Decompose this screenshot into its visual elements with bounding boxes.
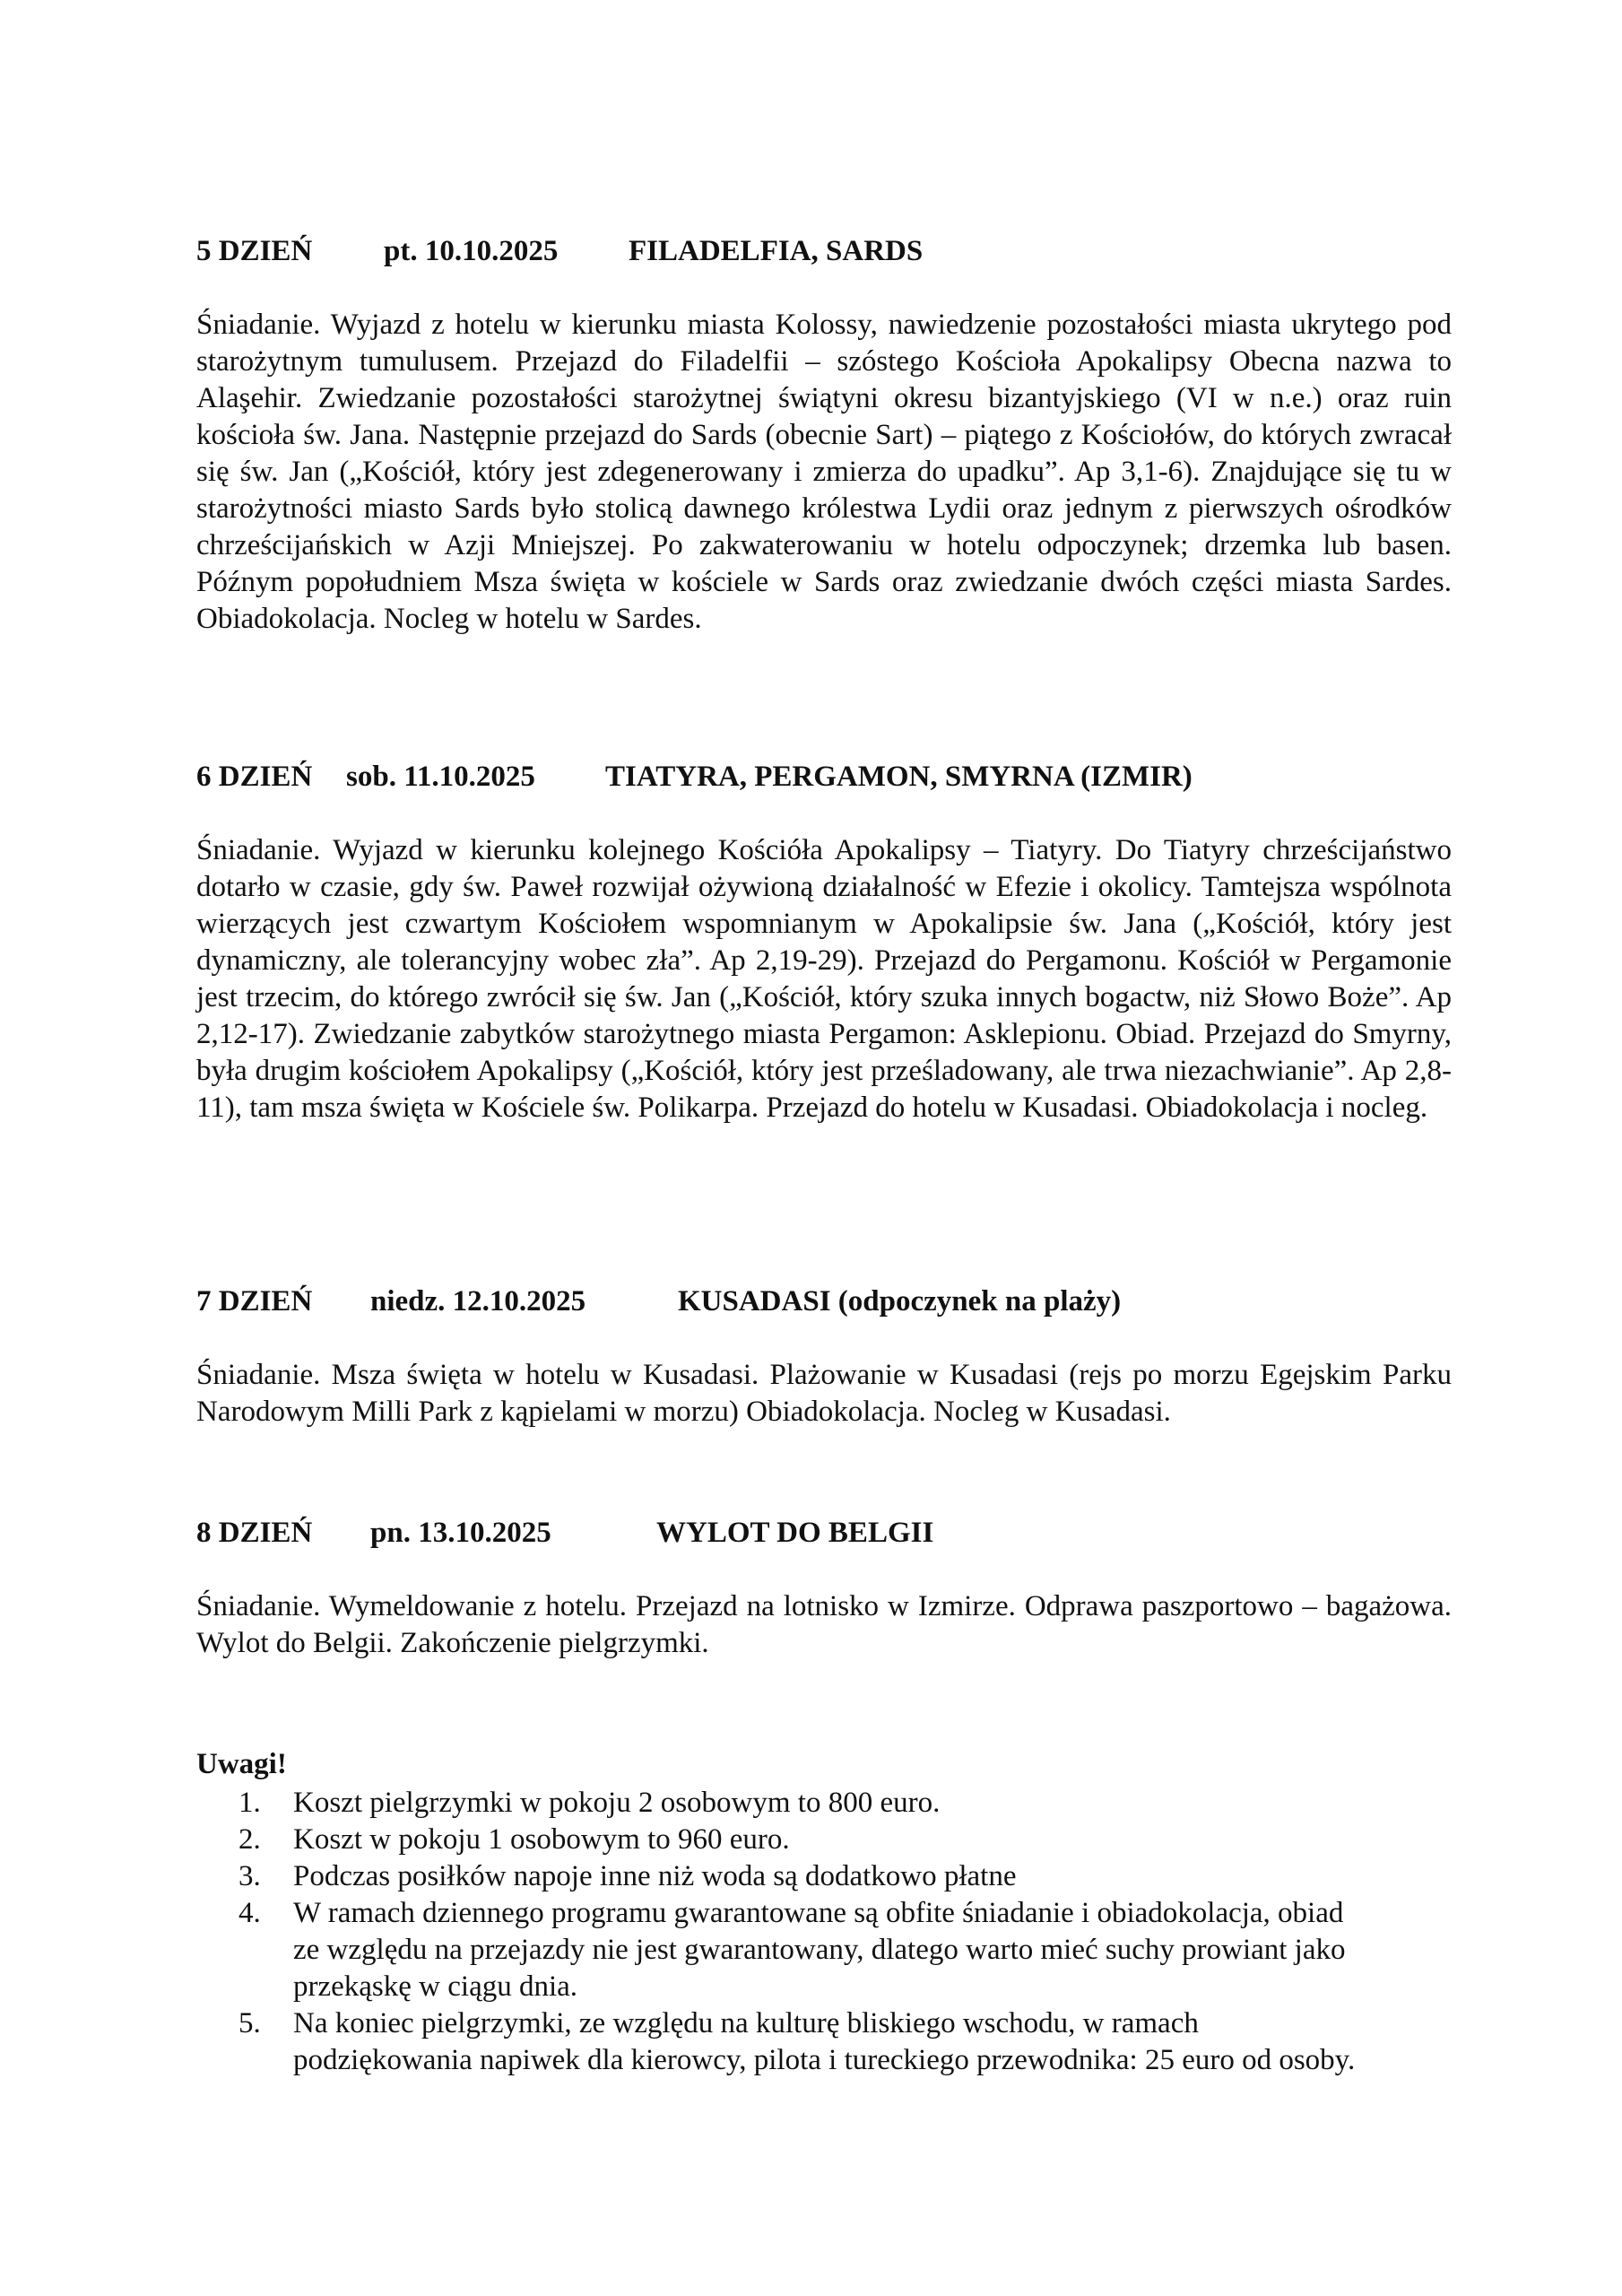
day-7-section	[196, 1282, 1452, 1431]
list-item	[196, 1822, 1369, 1858]
day-7-date: niedz. 12.10.2025	[370, 1285, 586, 1318]
day-8-title: WYLOT DO BELGII	[656, 1517, 934, 1549]
list-item-number: 5.	[239, 2007, 261, 2039]
day-5-date: pt. 10.10.2025	[384, 235, 559, 267]
day-6-header	[196, 757, 1452, 796]
list-item-text: W ramach dziennego programu gwarantowane są obfite śniadanie i obiadokolacja, obiad ze względu na przejazdy nie jest gwarantowany, dlatego warto mieć suchy prowiant jako przekąskę w ciągu dnia.	[293, 1897, 1346, 2003]
day-5-section	[196, 231, 1452, 638]
day-8-description	[196, 1588, 1452, 1662]
day-7-header	[196, 1282, 1452, 1321]
notes-title: Uwagi!	[196, 1748, 287, 1780]
day-5-label: 5 DZIEŃ	[196, 235, 313, 267]
list-item-number: 3.	[239, 1860, 261, 1892]
list-item-text: Koszt pielgrzymki w pokoju 2 osobowym to 800 euro.	[293, 1787, 941, 1819]
day-6-text: Śniadanie. Wyjazd w kierunku kolejnego Kościóła Apokalipsy – Tiatyry. Do Tiatyry chrześcijaństwo dotarło w czasie, gdy św. Paweł rozwijał ożywioną działalność w Efezie i okolicy. Tamtejsza wspólnota wierzących jest czwartym Kościołem wspomnianym w Apokalipsie św. Jana („Kościół, który jest dynamiczny, ale tolerancyjny wobec zła”. Ap 2,19-29). Przejazd do Pergamonu. Kościół w Pergamonie jest trzecim, do którego zwrócił się św. Jan („Kościół, który szuka innych bogactw, niż Słowo Boże”. Ap 2,12-17). Zwiedzanie zabytków starożytnego miasta Pergamon: Asklepionu. Obiad. Przejazd do Smyrny, była drugim kościołem Apokalipsy („Kościół, który jest prześladowany, ale trwa niezachwianie”. Ap 2,8-11), tam msza święta w Kościele św. Polikarpa. Przejazd do hotelu w Kusadasi. Obiadokolacja i nocleg.	[196, 834, 1452, 1124]
list-item-number: 1.	[239, 1787, 261, 1819]
day-6-description	[196, 832, 1452, 1126]
list-item	[196, 1858, 1369, 1895]
list-item	[196, 1785, 1369, 1822]
list-item	[196, 2005, 1369, 2079]
day-7-label: 7 DZIEŃ	[196, 1285, 313, 1318]
list-item-text: Na koniec pielgrzymki, ze względu na kulturę bliskiego wschodu, w ramach podziękowania napiwek dla kierowcy, pilota i tureckiego przewodnika: 25 euro od osoby.	[293, 2007, 1356, 2076]
day-6-date: sob. 11.10.2025	[346, 761, 535, 793]
notes-list	[196, 1785, 1452, 2079]
day-5-header	[196, 231, 1452, 271]
list-item-text: Koszt w pokoju 1 osobowym to 960 euro.	[293, 1823, 790, 1856]
day-5-description	[196, 307, 1452, 638]
day-7-title: KUSADASI (odpoczynek na plaży)	[678, 1285, 1122, 1318]
day-5-title: FILADELFIA, SARDS	[629, 235, 924, 267]
list-item-number: 2.	[239, 1823, 261, 1856]
day-8-text: Śniadanie. Wymeldowanie z hotelu. Przejazd na lotnisko w Izmirze. Odprawa paszportowo – bagażowa. Wylot do Belgii. Zakończenie pielgrzymki.	[196, 1590, 1452, 1659]
day-8-label: 8 DZIEŃ	[196, 1517, 313, 1549]
day-8-section	[196, 1513, 1452, 1662]
day-5-text: Śniadanie. Wyjazd z hotelu w kierunku miasta Kolossy, nawiedzenie pozostałości miasta ukrytego pod starożytnym tumulusem. Przejazd do Filadelfii – szóstego Kościoła Apokalipsy Obecna nazwa to Alaşehir. Zwiedzanie pozostałości starożytnej świątyni okresu bizantyjskiego (VI w n.e.) oraz ruin kościoła św. Jana. Następnie przejazd do Sards (obecnie Sart) – piątego z Kościołów, do których zwracał się św. Jan („Kościół, który jest zdegenerowany i zmierza do upadku”. Ap 3,1-6). Znajdujące się tu w starożytności miasto Sards było stolicą dawnego królestwa Lydii oraz jednym z pierwszych ośrodków chrześcijańskich w Azji Mniejszej. Po zakwaterowaniu w hotelu odpoczynek; drzemka lub basen. Późnym popołudniem Msza święta w kościele w Sards oraz zwiedzanie dwóch części miasta Sardes. Obiadokolacja. Nocleg w hotelu w Sardes.	[196, 309, 1452, 635]
day-6-section	[196, 757, 1452, 1126]
day-7-text: Śniadanie. Msza święta w hotelu w Kusadasi. Plażowanie w Kusadasi (rejs po morzu Egejskim Parku Narodowym Milli Park z kąpielami w morzu) Obiadokolacja. Nocleg w Kusadasi.	[196, 1359, 1452, 1428]
list-item-text: Podczas posiłków napoje inne niż woda są dodatkowo płatne	[293, 1860, 1017, 1892]
day-6-title: TIATYRA, PERGAMON, SMYRNA (IZMIR)	[605, 761, 1193, 793]
list-item	[196, 1895, 1369, 2005]
day-7-description	[196, 1357, 1452, 1431]
day-8-date: pn. 13.10.2025	[370, 1517, 551, 1549]
notes-section	[196, 1746, 1452, 2079]
day-8-header	[196, 1513, 1452, 1552]
list-item-number: 4.	[239, 1897, 261, 1929]
day-6-label: 6 DZIEŃ	[196, 761, 313, 793]
